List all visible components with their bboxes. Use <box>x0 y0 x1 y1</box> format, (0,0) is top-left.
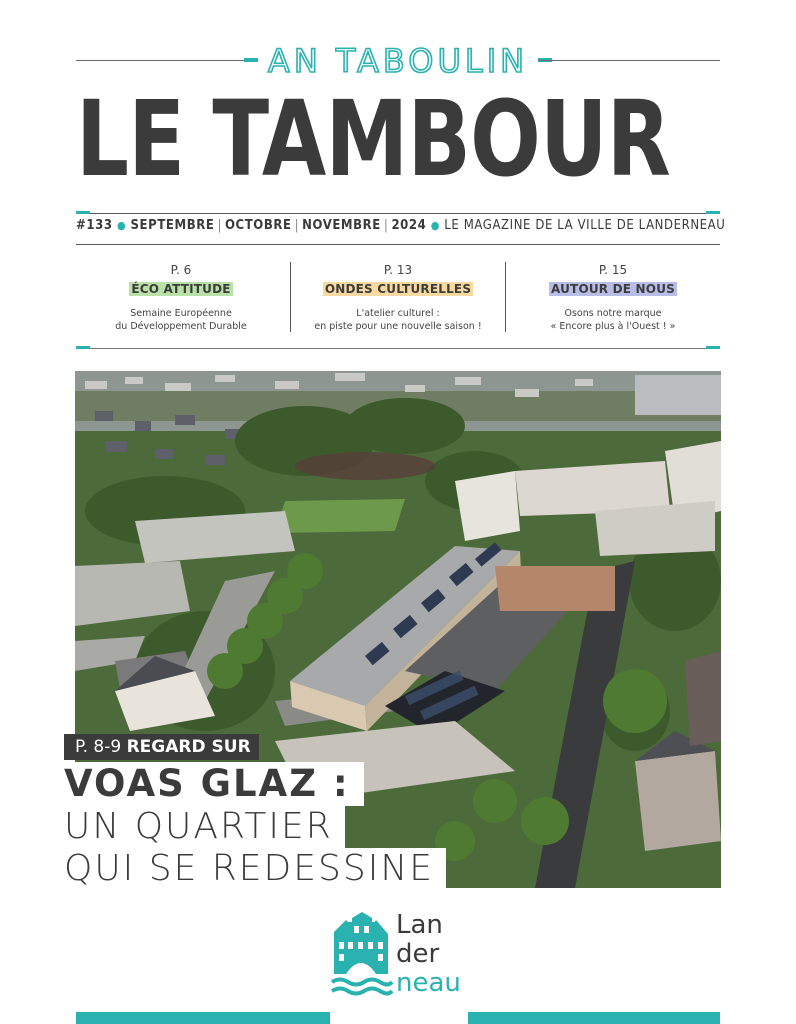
bullet-icon: ● <box>430 219 440 232</box>
masthead-title: LE TAMBOUR <box>76 78 671 200</box>
footer-bar-left <box>76 1012 330 1024</box>
teaser-eco-attitude[interactable] <box>76 262 286 333</box>
landerneau-logo <box>330 912 394 1002</box>
kicker-rule-right <box>538 60 720 61</box>
cover-story-subtitle: QUI SE REDESSINE <box>64 848 446 890</box>
teaser-description: Osons notre marque « Encore plus à l'Ouest ! » <box>550 308 676 332</box>
issue-line <box>76 218 726 238</box>
footer-bar-right <box>468 1012 720 1024</box>
teaser-section: ONDES CULTURELLES <box>324 282 472 296</box>
separator: | <box>217 218 222 233</box>
teaser-description: L'atelier culturel : en piste pour une nouvelle saison ! <box>314 308 482 332</box>
teaser-rule-bottom <box>76 348 720 349</box>
bullet-icon: ● <box>116 219 127 232</box>
teaser-divider <box>505 262 506 332</box>
teaser-description: Semaine Européenne du Développement Durable <box>115 308 247 332</box>
teaser-divider <box>290 262 291 332</box>
kicker-rule-left <box>76 60 258 61</box>
teaser-ondes-culturelles[interactable] <box>293 262 503 333</box>
town-hall-icon <box>330 912 394 1002</box>
teaser-page: P. 6 <box>170 263 192 277</box>
issue-month: SEPTEMBRE <box>130 218 215 233</box>
issue-rule-bottom <box>76 244 720 245</box>
kicker-dash-left <box>244 58 258 62</box>
cover-story-section: REGARD SUR <box>126 737 251 757</box>
issue-year: 2024 <box>391 218 427 233</box>
separator: | <box>383 218 389 233</box>
teaser-page: P. 15 <box>598 263 628 277</box>
logo-wordmark-line: neau <box>396 968 461 998</box>
teaser-section: AUTOUR DE NOUS <box>551 282 675 296</box>
logo-wordmark-line: Lan <box>396 910 443 940</box>
issue-tagline: LE MAGAZINE DE LA VILLE DE LANDERNEAU <box>444 218 726 233</box>
teaser-autour-de-nous[interactable] <box>508 262 718 333</box>
issue-month: NOVEMBRE <box>302 218 381 233</box>
cover-story-pages: P. 8-9 <box>75 737 122 757</box>
teaser-rule-cap <box>76 346 90 349</box>
logo-wordmark-line: der <box>396 939 440 969</box>
issue-number: #133 <box>76 218 113 233</box>
separator: | <box>294 218 300 233</box>
teaser-section: ÉCO ATTITUDE <box>131 282 231 296</box>
cover-story-title: VOAS GLAZ : <box>64 762 364 806</box>
teaser-page: P. 13 <box>383 263 413 277</box>
cover-story-subtitle: UN QUARTIER <box>64 806 345 848</box>
issue-month: OCTOBRE <box>225 218 292 233</box>
kicker-title: AN TABOULIN <box>267 42 529 80</box>
issue-rule-top <box>76 213 720 214</box>
cover-story-kicker <box>64 734 259 760</box>
teaser-rule-cap <box>706 346 720 349</box>
issue-rule-cap <box>76 211 90 214</box>
issue-rule-cap <box>706 211 720 214</box>
